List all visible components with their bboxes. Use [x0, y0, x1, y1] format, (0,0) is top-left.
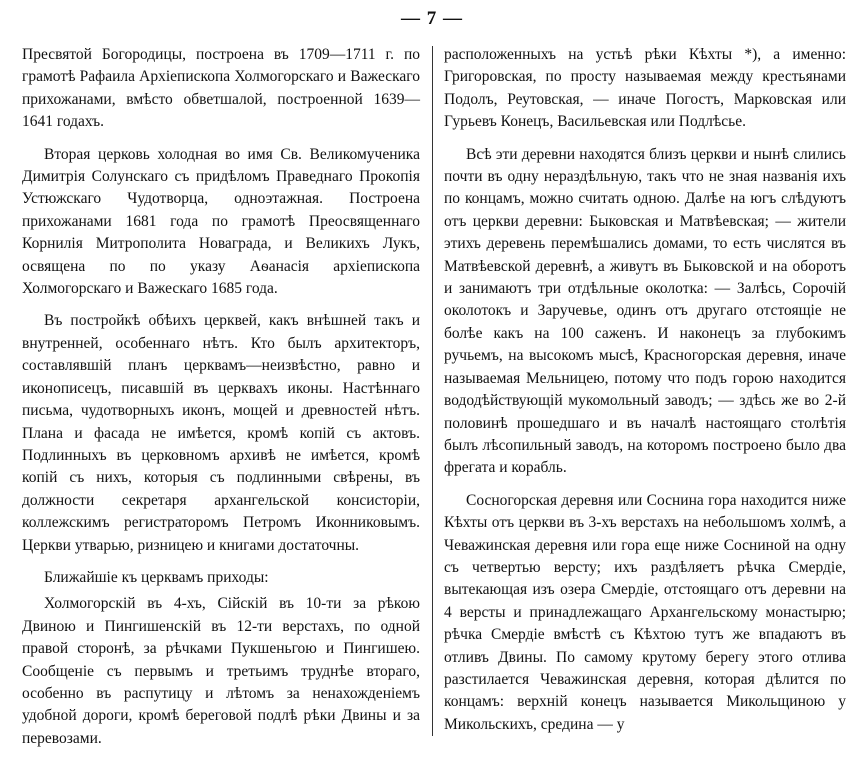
right-column: [444, 44, 846, 746]
paragraph-architecture: Въ постройкѣ обѣихъ церквей, какъ внѣшней такъ и внутренней, особеннаго нѣтъ. Кто былъ архитекторъ, составлявшій планъ церквамъ—неизвѣстно, равно и иконописецъ, писавшій въ церквахъ иконы. Настѣннаго письма, чудотворныхъ иконъ, мощей и древностей нѣтъ. Плана и фасада не имѣется, кромѣ копій съ актовъ. Подлинныхъ въ церковномъ архивѣ не имѣется, кромѣ копій съ нихъ, которыя съ подлинными свѣрены, въ должности секретаря архангельской консисторіи, коллежскимъ регистраторомъ Петромъ Иконниковымъ. Церкви утварью, ризницею и книгами достаточны.: [22, 312, 420, 554]
paragraph-nearby-parishes: Холмогорскій въ 4-хъ, Сійскій въ 10-ти за рѣкою Двиною и Пингишенскій въ 12-ти верстахъ, по одной правой сторонѣ, за рѣчками Пукшеньгою и Пингишею. Сообщеніе съ первымъ и третьимъ труднѣе втораго, особенно въ распутицу и лѣтомъ за ненахожденіемъ удобной дороги, кромѣ береговой подлѣ рѣки Двины и за перевозами.: [22, 595, 420, 747]
paragraph-villages-list: расположенныхъ на устьѣ рѣки Кѣхты *), а именно: Григоровская, по просту называемая между крестьянами Подолъ, Реутовская, — иначе Погостъ, Марковская или Гурьевъ Конецъ, Васильевская или Подлѣсье.: [444, 46, 846, 131]
paragraph-sosnogorsk-village: Сосногорская деревня или Соснина гора находится ниже Кѣхты отъ церкви въ 3-хъ верстахъ на небольшомъ холмѣ, а Чеважинская деревня или гора еще ниже Сосниной на одну съ четвертью версту; ихъ раздѣляетъ рѣчка Смердіе, вытекающая изъ озера Смердіе, отстоящаго отъ деревни на 4 версты и принадлежащаго Архангельскому монастырю; рѣчка Смердіе вмѣстѣ съ Кѣхтою тутъ же впадаютъ въ отливъ Двины. По самому крутому берегу этого отлива разстилается Чеважинская деревня, которая дѣлится по концамъ: верхній конецъ называется Микольщиною у Микольскихъ, средина — у: [444, 491, 846, 733]
paragraph-church-construction: Пресвятой Богородицы, построена въ 1709—1711 г. по грамотѣ Рафаила Архіепископа Холмогорскаго и Важескаго прихожанами, вмѣсто обветшалой, построенной 1639—1641 годахъ.: [22, 46, 420, 131]
paragraph-second-church: Вторая церковь холодная во имя Св. Великомученика Димитрія Солунскаго съ придѣломъ Праведнаго Прокопія Устюжскаго Чудотворца, одноэтажная. Построена прихожанами 1681 года по грамотѣ Преосвященнаго Корнилія Митрополита Новаграда, и Великихъ Лукъ, освящена по по указу Аѳанасія архіепископа Холмогорскаго и Важескаго 1685 года.: [22, 145, 420, 298]
column-divider: [432, 46, 433, 736]
left-column: [22, 44, 420, 760]
page-number: — 7 —: [401, 8, 463, 29]
section-heading-nearby-parishes: Ближайшіе къ церквамъ приходы:: [44, 568, 269, 586]
paragraph-villages-description: Всѣ эти деревни находятся близъ церкви и нынѣ слились почти въ одну нераздѣльную, такъ что не зная названія ихъ по концамъ, можно считать одною. Далѣе на югъ слѣдуютъ отъ церкви деревни: Быковская и Матвѣевская; — жители этихъ деревень перемѣшались домами, то есть числятся въ Матвѣевской деревнѣ, а живутъ въ Быковской и на оборотъ и занимаютъ три отдѣльные околотка: — Залѣсь, Сорочій околотокъ и Заручевье, одинъ отъ другаго отстоящіе не болѣе какъ на 100 саженъ. И наконецъ за глубокимъ ручьемъ, на высокомъ мысѣ, Красногорская деревня, иначе называемая Мельницею, потому что подъ горою находится вододѣйствующій мукомольный заводъ; — здѣсь же во 2-й половинѣ прошедшаго и въ началѣ настоящаго столѣтія былъ лѣсопильный заводъ, на которомъ построено было два фрегата и корабль.: [444, 145, 846, 477]
